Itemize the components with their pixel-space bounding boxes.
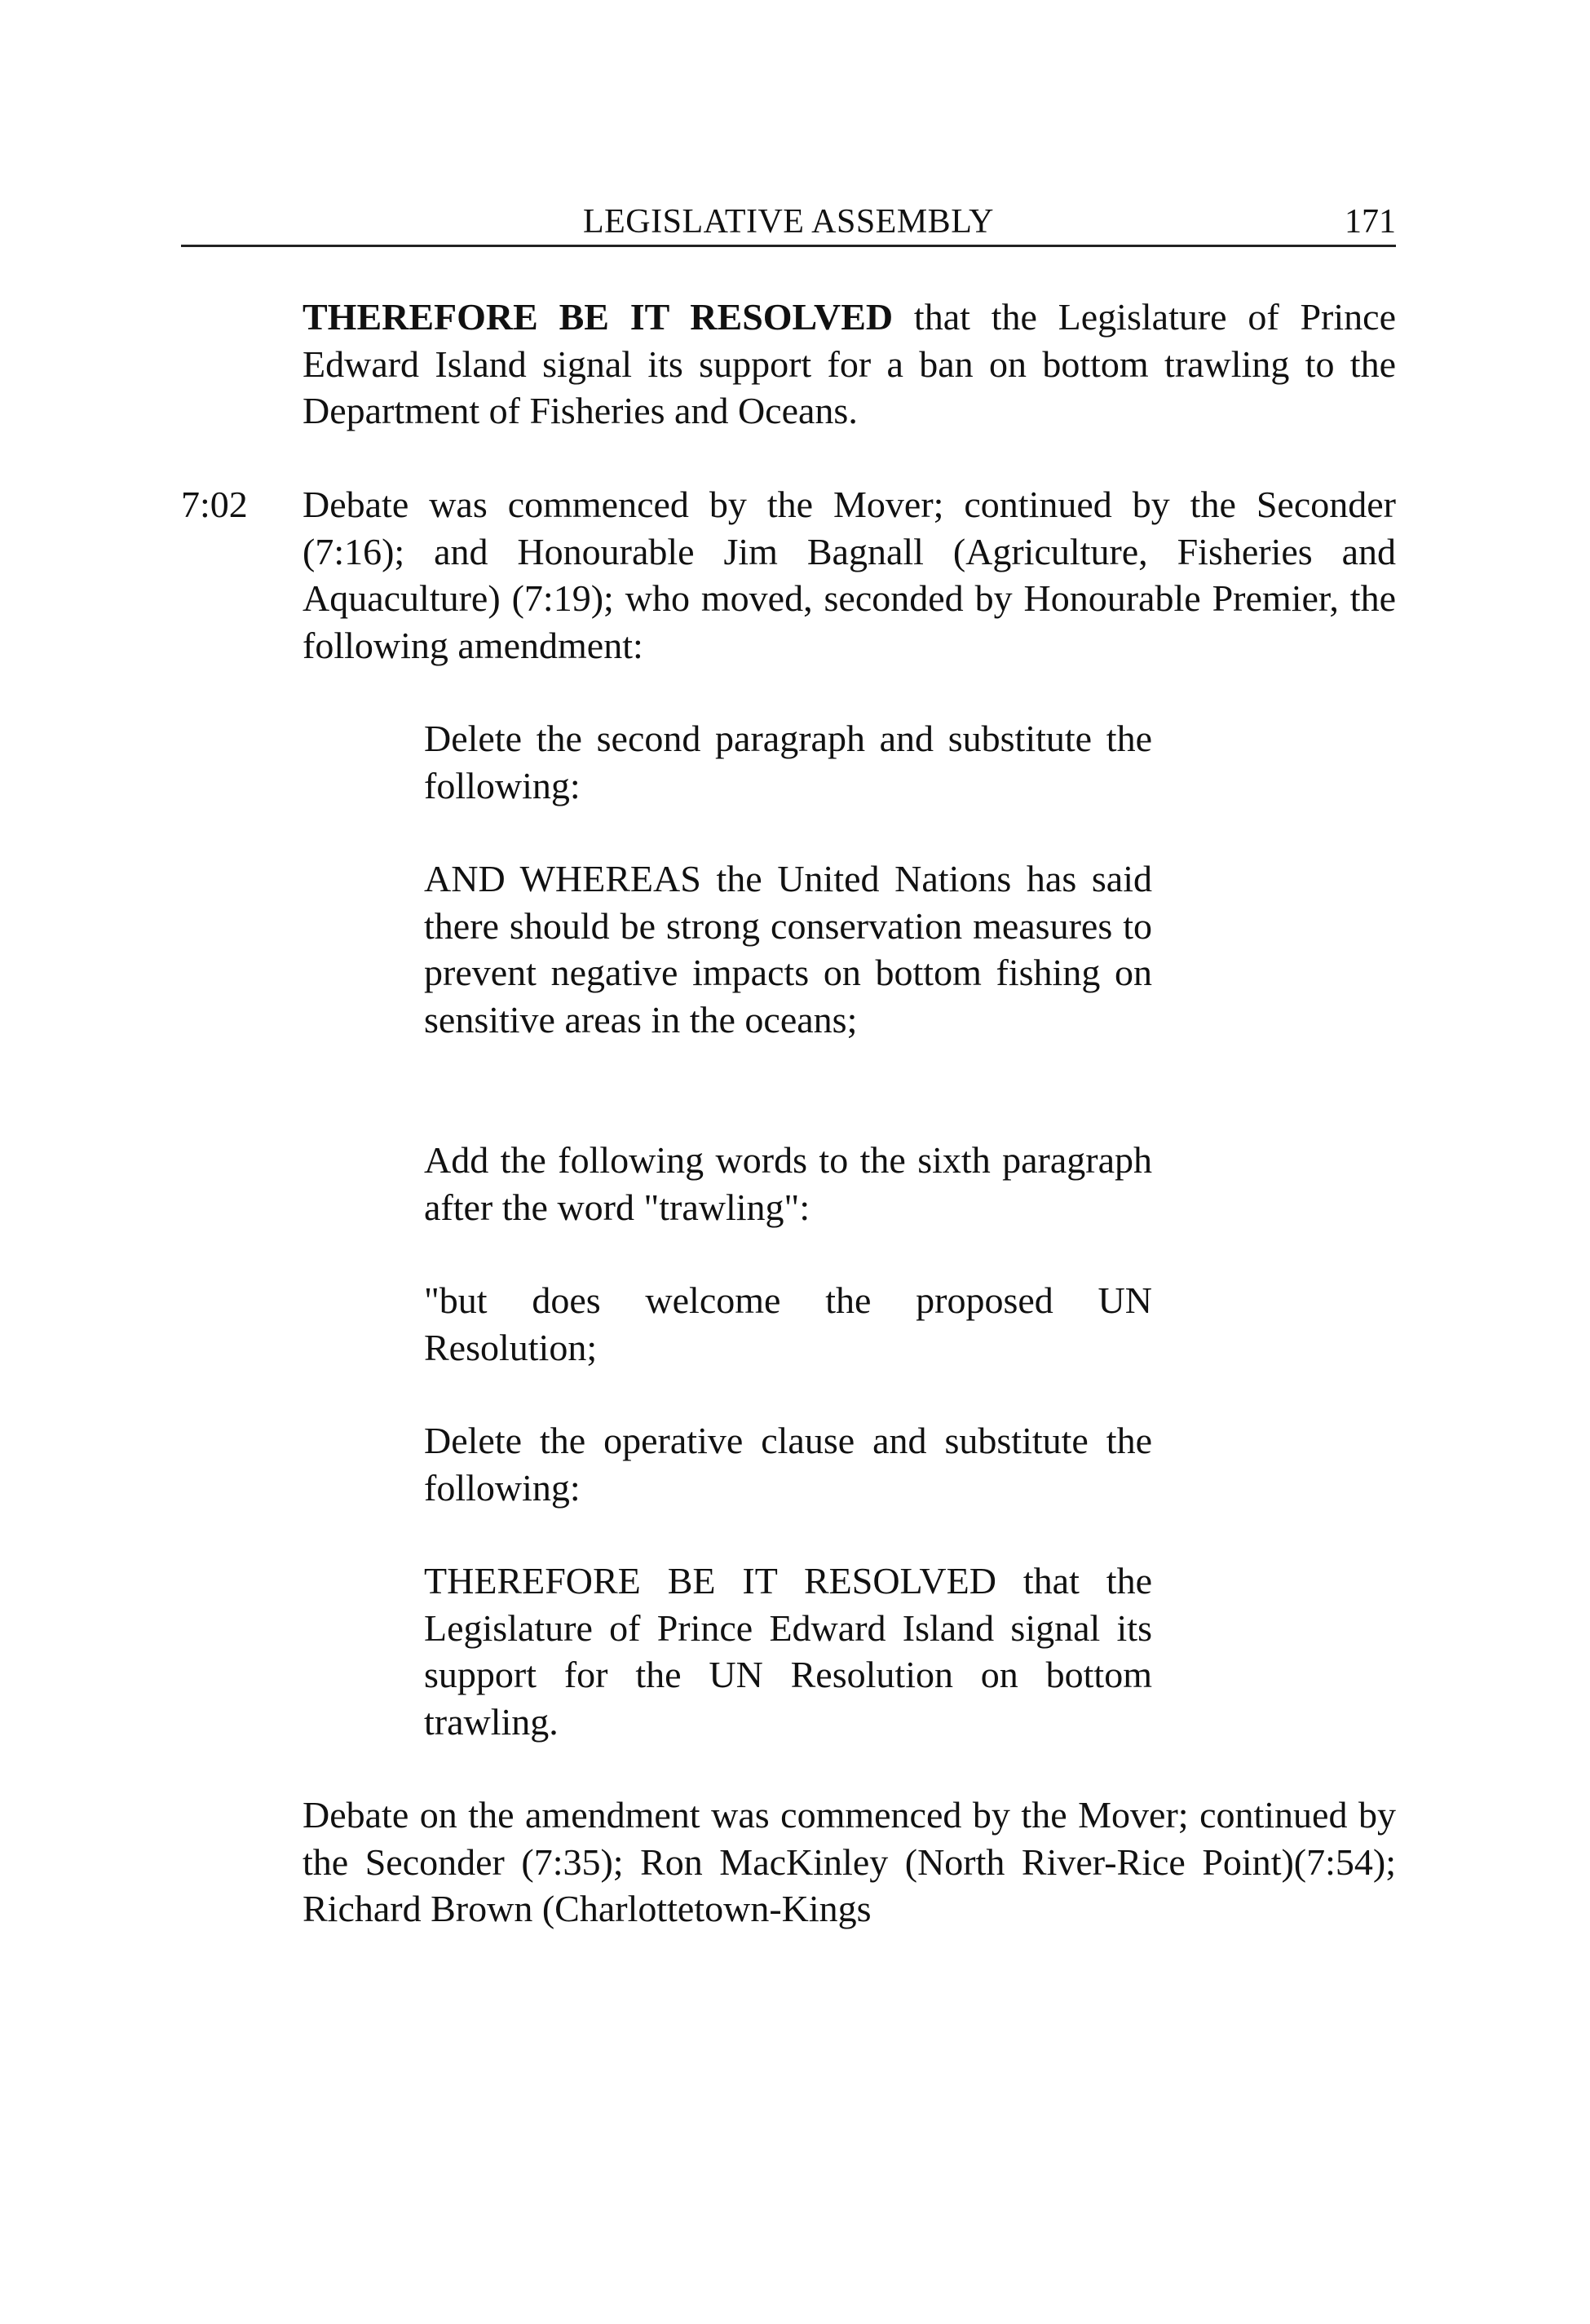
amendment-item: "but does welcome the proposed UN Resolution; xyxy=(424,1279,1152,1368)
amendment-item: AND WHEREAS the United Nations has said there should be strong conservation measures to prevent negative impacts on bottom fishing on sensitive areas in the oceans; xyxy=(424,858,1152,1040)
resolved-text: that the Legislature of Prince Edward Island signal its support for a ban on bottom trawling to the Department of Fisheries and Oceans. xyxy=(303,296,1396,431)
closing-paragraph: Debate on the amendment was commenced by the Mover; continued by the Seconder (7:35); Ron MacKinley (North River-Rice Point)(7:54); Richard Brown (Charlottetown-Kings xyxy=(303,1794,1396,1929)
amendment-item: THEREFORE BE IT RESOLVED that the Legislature of Prince Edward Island signal its support for the UN Resolution on bottom trawling. xyxy=(424,1560,1152,1743)
page-number: 171 xyxy=(1345,203,1396,241)
header-title: LEGISLATIVE ASSEMBLY xyxy=(583,203,994,241)
debate-time: 7:02 xyxy=(181,484,248,525)
amendment-item: Delete the operative clause and substitute the following: xyxy=(424,1420,1152,1509)
page-header xyxy=(181,199,1396,247)
amendment-item: Add the following words to the sixth paragraph after the word "trawling": xyxy=(424,1139,1152,1228)
amendment-item: Delete the second paragraph and substitute the following: xyxy=(424,718,1152,806)
debate-paragraph: Debate was commenced by the Mover; continued by the Seconder (7:16); and Honourable Jim Bagnall (Agriculture, Fisheries and Aquaculture) (7:19); who moved, seconded by Honourable Premier, the following amendment: xyxy=(303,484,1396,666)
resolved-lead: THEREFORE BE IT RESOLVED xyxy=(303,296,894,338)
resolved-paragraph xyxy=(303,294,1396,435)
